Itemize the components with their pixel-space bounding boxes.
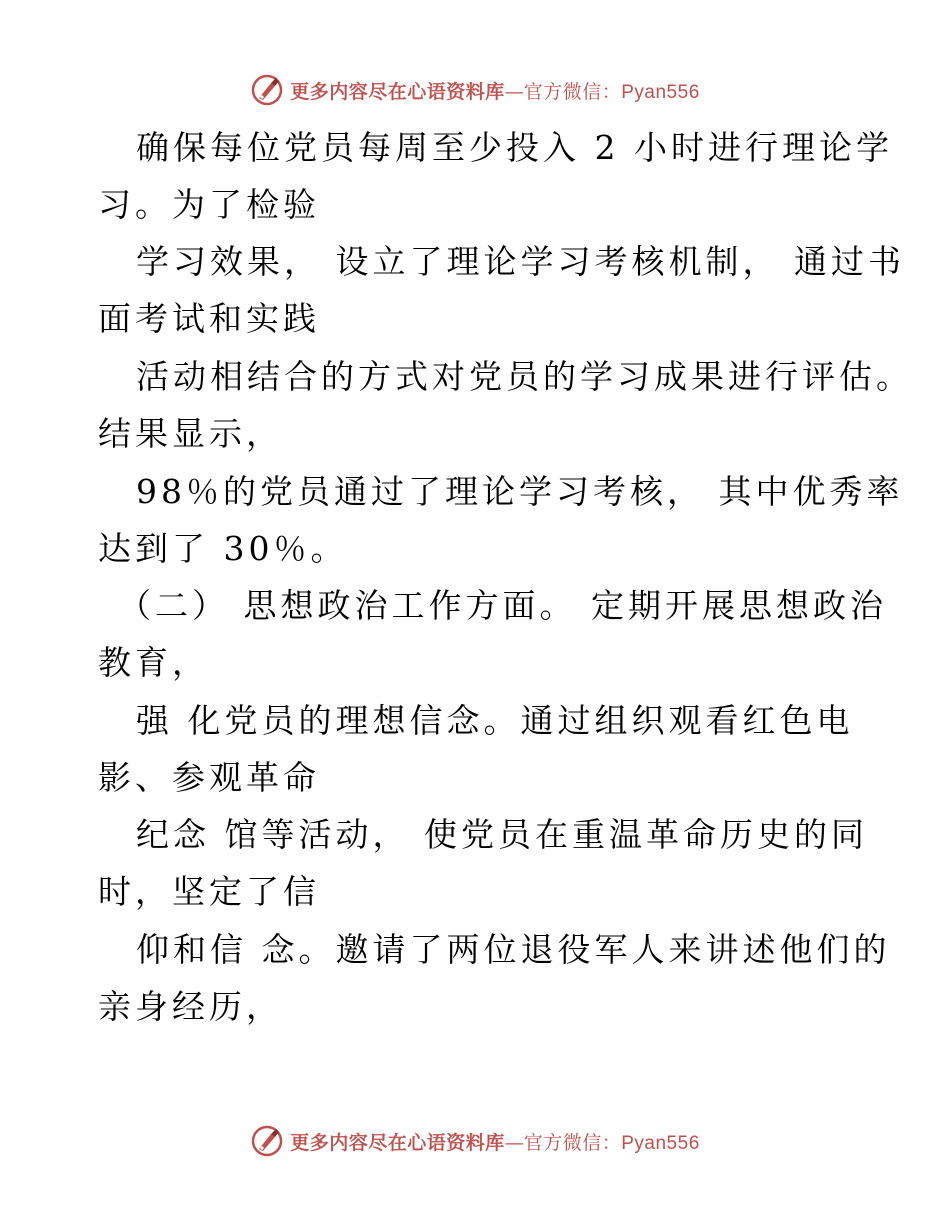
paragraph-line: 习。为了检验 — [98, 185, 320, 224]
paragraph-line: 仰和信 念。邀请了两位退役军人来讲述他们的 — [136, 930, 891, 969]
paragraph-line: 亲身经历， — [98, 987, 283, 1026]
paragraph-line: 学习效果， 设立了理论学习考核机制， 通过书 — [136, 242, 905, 281]
paragraph-line: 活动相结合的方式对党员的学习成果进行评估。 — [136, 357, 913, 396]
banner-wechat-text: 官方微信：Pyan556 — [523, 81, 700, 103]
paragraph-line: （二） 思想政治工作方面。 定期开展思想政治 — [118, 586, 887, 625]
banner-separator: — — [504, 80, 524, 103]
banner-separator: — — [504, 1131, 524, 1154]
paragraph-line: 确保每位党员每周至少投入 2 小时进行理论学 — [136, 128, 893, 167]
banner-text — [290, 1128, 700, 1155]
header-banner — [0, 70, 950, 110]
paragraph-line: 纪念 馆等活动， 使党员在重温革命历史的同 — [136, 815, 868, 854]
paragraph-line: 98％的党员通过了理论学习考核， 其中优秀率 — [136, 472, 904, 511]
paragraph-line: 时，坚定了信 — [98, 872, 320, 911]
banner-site-text: 更多内容尽在心语资料库 — [290, 80, 505, 103]
paragraph-line: 面考试和实践 — [98, 299, 320, 338]
fountain-pen-logo-icon — [250, 73, 284, 107]
fountain-pen-logo-icon — [250, 1124, 284, 1158]
banner-site-text: 更多内容尽在心语资料库 — [290, 1131, 505, 1154]
paragraph-line: 达到了 30％。 — [98, 529, 348, 568]
paragraph-line: 影、参观革命 — [98, 758, 320, 797]
banner-text — [290, 77, 700, 104]
paragraph-line: 结果显示， — [98, 414, 283, 453]
paragraph-line: 强 化党员的理想信念。通过组织观看红色电 — [136, 701, 854, 740]
paragraph-line: 教育， — [98, 643, 209, 682]
banner-wechat-text: 官方微信：Pyan556 — [523, 1132, 700, 1154]
footer-banner — [0, 1121, 950, 1161]
